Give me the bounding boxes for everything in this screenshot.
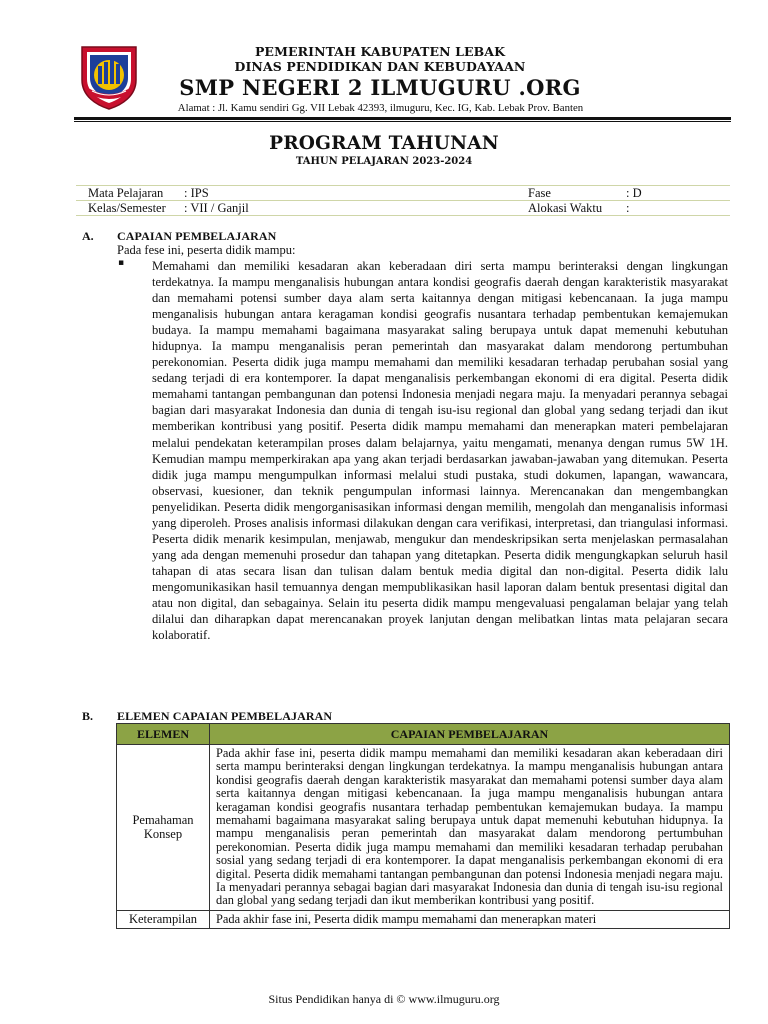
col-elemen-header: ELEMEN — [117, 724, 210, 745]
capaian-cell: Pada akhir fase ini, peserta didik mampu memahami dan memiliki kesadaran akan keberadaan diri serta mampu berinteraksi dengan lingkungan terdekatnya. Ia mampu menganalisis hubungan antara kondisi geografis daerah dengan karakteristik masyarakat dan memahami potensi sumber daya alam serta kaitannya dengan mitigasi kebencanaan. Ia juga mampu menganalisis hubungan antara keragaman kondisi geografis nusantara terhadap pembentukan kemajemukan budaya. Ia mampu memahami bagaimana masyarakat saling berupaya untuk dapat memenuhi kebutuhan hidupnya. Ia mampu menganalisis peran pemerintah dan masyarakat dalam mendorong pertumbuhan perekonomian. Peserta didik juga mampu memahami dan memiliki kesadaran terhadap perubahan sosial yang sedang terjadi di era kontemporer. Ia dapat menganalisis perkembangan ekonomi di era digital. Peserta didik memahami tantangan pembangunan dan potensi Indonesia menjadi negara maju. Ia menyadari perannya sebagai bagian dari masyarakat Indonesia dan dunia di tengah isu-isu regional dan global yang sedang terjadi dan ikut memberikan kontribusi yang positif. — [210, 745, 730, 911]
alokasi-label: Alokasi Waktu — [528, 201, 603, 215]
mapel-label: Mata Pelajaran — [88, 186, 164, 200]
table-row — [117, 910, 730, 928]
elemen-cell: Keterampilan — [117, 910, 210, 928]
section-a-intro: Pada fese ini, peserta didik mampu: — [117, 243, 296, 257]
school-address: Alamat : Jl. Kamu sendiri Gg. VII Lebak 42393, ilmuguru, Kec. IG, Kab. Lebak Prov. Banten — [177, 102, 584, 114]
bullet-icon: ▪ — [118, 258, 125, 268]
letterhead-rule-thick — [74, 117, 731, 120]
section-b-title: ELEMEN CAPAIAN PEMBELAJARAN — [117, 709, 333, 723]
capaian-cell — [210, 910, 730, 928]
capaian-cell-text: Pada akhir fase ini, Peserta didik mampu memahami dan menerapkan materi — [216, 912, 597, 926]
letterhead — [150, 44, 610, 114]
alokasi-value: : — [626, 201, 630, 215]
document-title: PROGRAM TAHUNAN — [269, 133, 499, 154]
col-capaian-header: CAPAIAN PEMBELAJARAN — [210, 724, 730, 745]
identity-rule-mid — [76, 200, 730, 201]
section-a-letter: A. — [82, 229, 94, 243]
school-name: SMP NEGERI 2 ILMUGURU .ORG — [179, 75, 581, 100]
identity-rule-bottom — [76, 215, 730, 216]
elemen-table — [116, 723, 730, 929]
letterhead-rule-thin — [74, 121, 731, 122]
section-a-title: CAPAIAN PEMBELAJARAN — [117, 229, 277, 243]
elemen-cell: Pemahaman Konsep — [117, 745, 210, 911]
kelas-label: Kelas/Semester — [88, 201, 166, 215]
mapel-value: : IPS — [184, 186, 209, 200]
page-footer: Situs Pendidikan hanya di © www.ilmuguru.org — [268, 992, 500, 1006]
table-row — [117, 745, 730, 911]
table-header-row — [117, 724, 730, 745]
capaian-paragraph: Memahami dan memiliki kesadaran akan keberadaan diri serta mampu berinteraksi dengan lingkungan terdekatnya. Ia mampu menganalisis hubungan antara kondisi geografis daerah dengan karakteristik masyarakat dan memahami potensi sumber daya alam serta kaitannya dengan mitigasi kebencanaan. Ia juga mampu menganalisis hubungan antara keragaman kondisi geografis nusantara terhadap pembentukan kemajemukan budaya. Ia mampu memahami bagaimana masyarakat saling berupaya untuk dapat memenuhi kebutuhan hidupnya. Ia mampu menganalisis peran pemerintah dan masyarakat dalam mendorong pertumbuhan perekonomian. Peserta didik juga mampu memahami dan memiliki kesadaran terhadap perubahan sosial yang sedang terjadi di era kontemporer. Ia dapat menganalisis perkembangan ekonomi di era digital. Peserta didik memahami tantangan pembangunan dan potensi Indonesia menjadi negara maju. Ia menyadari perannya sebagai bagian dari masyarakat Indonesia dan dunia di tengah isu-isu regional dan global yang sedang terjadi dan ikut memberikan kontribusi yang positif. Peserta didik mampu memahami dan menerapkan materi pembelajaran melalui pendekatan keterampilan proses dalam belajarnya, yaitu mengamati, menanya dengan rumus 5W 1H. Kemudian mampu memperkirakan apa yang akan terjadi berdasarkan jawaban-jawaban yang ditemukan. Peserta didik juga mampu mengumpulkan informasi melalui studi pustaka, studi dokumen, lapangan, wawancara, observasi, kuesioner, dan teknik pengumpulan informasi lainnya. Merencanakan dan mengembangkan penyelidikan. Peserta didik mengorganisasikan informasi dengan memilih, mengolah dan menganalisis informasi yang diperoleh. Proses analisis informasi dilakukan dengan cara verifikasi, interpretasi, dan triangulasi informasi. Peserta didik menarik kesimpulan, menjawab, mengukur dan mendeskripsikan serta menjelaskan permasalahan yang ada dengan memenuhi prosedur dan tahapan yang ditetapkan. Peserta didik mengungkapkan seluruh hasil tahapan di atas secara lisan dan tulisan dalam bentuk media digital dan non-digital. Peserta didik lalu mengomunikasikan hasil temuannya dengan mempublikasikan hasil laporan dalam bentuk presentasi digital dan atau non digital, dan sebagainya. Selain itu peserta didik mampu mengevaluasi pengalaman belajar yang telah dilalui dan diharapkan dapat merencanakan proyek lanjutan dengan melibatkan lintas mata pelajaran secara kolaboratif. — [152, 259, 728, 643]
fase-value: : D — [626, 186, 642, 200]
government-name: PEMERINTAH KABUPATEN LEBAK — [254, 44, 506, 59]
kelas-value: : VII / Ganjil — [184, 201, 249, 215]
section-b-letter: B. — [82, 709, 94, 723]
document-subtitle: TAHUN PELAJARAN 2023-2024 — [295, 156, 473, 167]
department-name: DINAS PENDIDIKAN DAN KEBUDAYAAN — [234, 59, 526, 74]
fase-label: Fase — [528, 186, 551, 200]
